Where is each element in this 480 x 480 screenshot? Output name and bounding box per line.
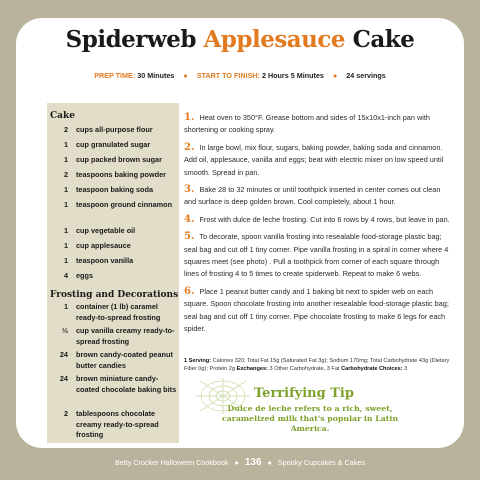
ingredient-qty: 24 — [59, 350, 68, 359]
ingredient-text: eggs — [76, 271, 94, 280]
ingredient-text: brown candy-coated peanut butter candies — [76, 350, 173, 370]
prep-time-value: 30 Minutes — [137, 71, 175, 80]
title-part2: Applesauce — [203, 26, 346, 53]
exchanges-text: 3 Other Carbohydrate, 3 Fat — [269, 366, 340, 372]
ingredient-text: teaspoon vanilla — [76, 256, 134, 265]
step-text: Heat oven to 350°F. Grease bottom and sides of 15x10x1-inch pan with shortening or cooking spray. — [184, 113, 430, 135]
step-number: 1. — [184, 112, 195, 123]
step-number: 3. — [184, 184, 195, 196]
step-number: 6. — [184, 285, 195, 297]
finish-time-label: START TO FINISH: — [196, 71, 260, 80]
footer-separator-1: ● — [234, 458, 239, 467]
tip-body: Dulce de leche refers to a rich, sweet, caramelized milk that's popular in Latin America. — [221, 404, 399, 433]
recipe-title — [0, 26, 480, 53]
ingredient-text: cups all-purpose flour — [76, 125, 153, 134]
ingredient-item — [50, 326, 178, 347]
carb-choices-label: Carbohydrate Choices: — [341, 366, 403, 372]
ingredient-item — [50, 226, 178, 237]
direction-step — [184, 286, 452, 336]
footer-chapter: Spooky Cupcakes & Cakes — [277, 458, 365, 467]
ingredient-text: teaspoon ground cinnamon — [76, 200, 173, 209]
tip-heading: Terrifying Tip — [254, 386, 354, 401]
ingredient-item — [50, 125, 178, 136]
ingredient-item — [50, 374, 178, 395]
step-text: In large bowl, mix flour, sugars, baking powder, baking soda and cinnamon. Add oil, applesauce, vanilla and eggs; beat with electric mixer on low speed until smooth. Spread in pan. — [184, 142, 444, 177]
footer-separator-2: ● — [267, 458, 272, 467]
ingredient-item — [50, 170, 178, 181]
ingredient-qty: 24 — [59, 374, 68, 383]
ingredient-qty: 1 — [63, 155, 68, 164]
ingredient-item — [50, 140, 178, 151]
step-text: Bake 28 to 32 minutes or until toothpick inserted in center comes out clean and surface is deep golden brown. Cool completely, about 1 hour. — [184, 185, 441, 207]
ingredient-item — [50, 155, 178, 166]
frosting-heading: Frosting and Decorations — [50, 290, 179, 300]
step-number: 2. — [184, 141, 195, 153]
ingredient-item — [50, 350, 178, 371]
ingredient-item — [50, 241, 178, 252]
ingredient-text: cup granulated sugar — [76, 140, 151, 149]
step-text: To decorate, spoon vanilla frosting into resealable food-storage plastic bag; seal bag and cut off 1 tiny corner. Pipe vanilla frosting in a spiral in corner where 4 squares meet (see photo) . Pull a toothpick from corner of each square through lines of frosting 4 to 5 times to create spiderweb. Repeat to make 6 webs. — [184, 232, 449, 279]
ingredient-qty: 1 — [63, 185, 68, 194]
ingredient-text: tablespoons chocolate creamy ready-to-spread frosting — [76, 409, 159, 439]
direction-step — [184, 214, 452, 226]
prep-time-label: PREP TIME: — [94, 71, 136, 80]
footer-book-title: Betty Crocker Halloween Cookbook — [115, 458, 229, 467]
carb-choices-value: 3 — [404, 366, 408, 372]
ingredient-text: teaspoon baking soda — [76, 185, 154, 194]
meta-separator-1: ● — [183, 71, 188, 80]
ingredient-qty: 1 — [63, 226, 68, 235]
ingredient-qty: 1 — [63, 241, 68, 250]
ingredient-text: teaspoons baking powder — [76, 170, 167, 179]
servings-value: 24 servings — [346, 71, 386, 80]
ingredient-item — [50, 200, 178, 211]
ingredient-qty: 2 — [63, 409, 68, 418]
page-footer — [0, 457, 480, 468]
step-text: Frost with dulce de leche frosting. Cut into 6 rows by 4 rows, but leave in pan. — [199, 214, 450, 224]
direction-step — [184, 231, 452, 281]
ingredient-text: cup applesauce — [76, 241, 131, 250]
direction-step — [184, 112, 452, 137]
nutrition-info — [184, 357, 452, 373]
ingredient-qty: 2 — [63, 170, 68, 179]
ingredient-item — [50, 271, 178, 282]
exchanges-label: Exchanges: — [236, 366, 268, 372]
ingredient-text: cup vanilla creamy ready-to-spread frosting — [76, 326, 175, 346]
ingredient-text: brown miniature candy-coated chocolate baking bits — [76, 374, 177, 394]
direction-step — [184, 142, 452, 179]
directions — [184, 112, 452, 341]
ingredient-text: cup vegetable oil — [76, 226, 136, 235]
title-part1: Spiderweb — [65, 26, 196, 53]
ingredient-item — [50, 302, 178, 323]
step-text: Place 1 peanut butter candy and 1 baking bit next to spider web on each square. Spoon chocolate frosting into another resealable food-storage plastic bag; seal bag and cut off 1 tiny corner. Pipe chocolate frosting to make 6 legs for each spider. — [184, 286, 449, 334]
ingredient-item — [50, 185, 178, 196]
title-part3: Cake — [352, 26, 415, 53]
ingredient-text: cup packed brown sugar — [76, 155, 162, 164]
cake-heading: Cake — [50, 111, 75, 121]
page-number: 136 — [244, 457, 262, 468]
ingredient-item — [50, 409, 178, 441]
direction-step — [184, 184, 452, 209]
step-number: 4. — [184, 213, 195, 225]
ingredient-qty: 1 — [63, 200, 68, 209]
ingredient-qty: 1 — [63, 302, 68, 311]
serving-label: 1 Serving: — [184, 358, 212, 364]
ingredient-qty: 1 — [63, 256, 68, 265]
ingredient-qty: ⅓ — [61, 326, 68, 335]
step-number: 5. — [184, 231, 195, 243]
meta-separator-2: ● — [332, 71, 338, 80]
ingredient-qty: 2 — [63, 125, 68, 134]
ingredient-qty: 4 — [63, 271, 68, 280]
ingredient-item — [50, 256, 178, 267]
finish-time-value: 2 Hours 5 Minutes — [261, 71, 324, 80]
recipe-meta — [0, 71, 480, 80]
ingredient-qty: 1 — [63, 140, 68, 149]
serving-text: Calories 320; Total Fat 15g (Saturated Fat 3g); Sodium 170mg; Total Carbohydrate 43g (Dietary Fiber 0g); Protein 2g — [184, 358, 450, 372]
ingredient-text: container (1 lb) caramel ready-to-spread frosting — [76, 302, 161, 322]
